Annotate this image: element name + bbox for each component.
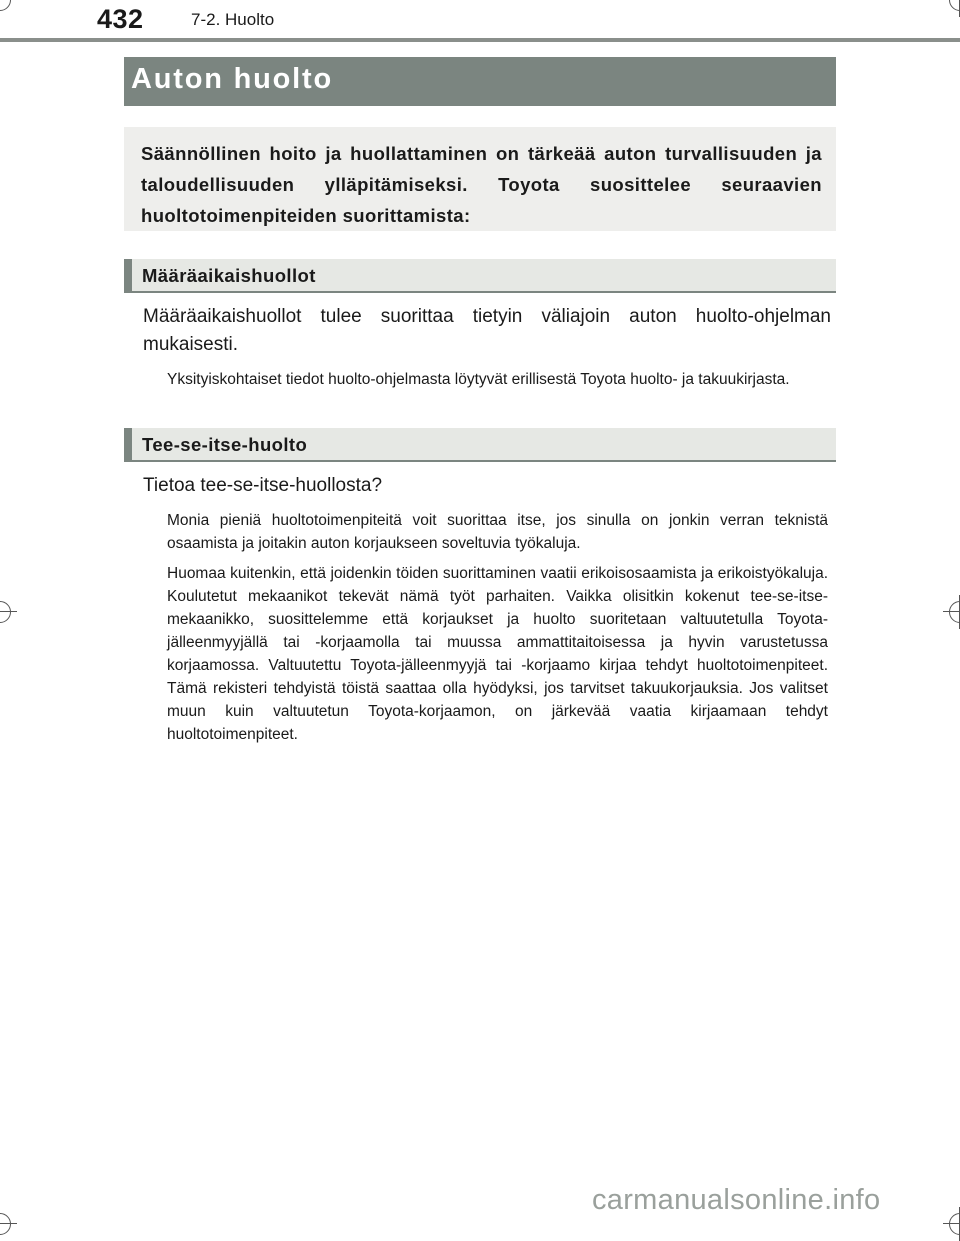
section-heading-maaraaikaishuollot <box>124 259 836 293</box>
crop-mark-icon <box>0 601 11 623</box>
section-heading-label: Tee-se-itse-huolto <box>142 434 308 455</box>
section-lead-text: Tietoa tee-se-itse-huollosta? <box>143 475 383 496</box>
crop-mark-icon <box>0 1213 11 1235</box>
watermark-text: carmanualsonline.info <box>592 1184 881 1216</box>
crop-mark-icon <box>0 0 11 11</box>
section-heading-label: Määräaikaishuollot <box>142 265 316 286</box>
header-rule <box>0 38 960 42</box>
page-title-bar <box>124 57 836 106</box>
section-heading-tee-se-itse-huolto <box>124 428 836 462</box>
section-note: Yksityiskohtaiset tiedot huolto-ohjelmasta löytyvät erillisestä Toyota huolto- ja takuukirjasta. <box>167 371 790 388</box>
crop-mark-icon <box>949 601 960 623</box>
intro-box <box>124 127 836 231</box>
page-number: 432 <box>97 4 144 34</box>
section-label: 7-2. Huolto <box>191 10 275 29</box>
crop-mark-icon <box>949 1213 960 1235</box>
intro-text: Säännöllinen hoito ja huollattaminen on tärkeää auton turvallisuuden ja taloudellisuuden ylläpitämiseksi. Toyota suosittelee seuraavien huoltotoimenpiteiden suorittamista: <box>141 143 822 226</box>
section-note: Monia pieniä huoltotoimenpiteitä voit suorittaa itse, jos sinulla on jonkin verran teknistä osaamista ja joitakin auton korjaukseen soveltuvia työkaluja. <box>167 512 828 552</box>
section-lead-text: Määräaikaishuollot tulee suorittaa tietyin väliajoin auton huolto-ohjelman mukaisesti. <box>143 306 831 355</box>
crop-mark-icon <box>949 0 960 11</box>
page-title: Auton huolto <box>131 63 333 95</box>
section-note: Huomaa kuitenkin, että joidenkin töiden suorittaminen vaatii erikoisosaamista ja erikoistyökaluja. Koulutetut mekaanikot tekevät nämä työt parhaiten. Vaikka olisitkin kokenut tee-se-itse-mekaanikko, suosittelemme että korjaukset ja huolto suoritetaan valtuutetulla Toyota-jälleenmyyjällä tai -korjaamolla tai muussa ammattitaitoisessa ja hyvin varustetussa korjaamossa. Valtuutettu Toyota-jälleenmyyjä tai -korjaamo kirjaa tehdyt huoltotoimenpiteet. Tämä rekisteri tehdyistä töistä saattaa olla hyödyksi, jos tarvitset takuukorjauksia. Jos valitset muun kuin valtuutetun Toyota-korjaamon, on järkevää vaatia kirjaamaan tehdyt huoltotoimenpiteet. <box>167 565 828 743</box>
